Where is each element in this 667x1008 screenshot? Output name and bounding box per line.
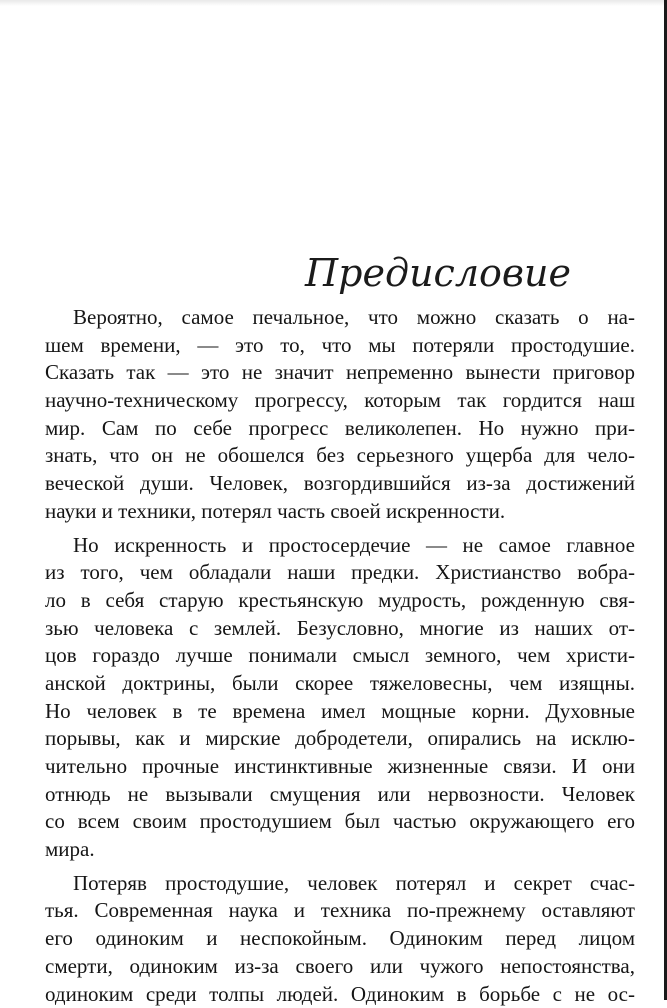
page-top-edge	[0, 0, 667, 6]
text-line: Но человек в те времена имел мощные корни. Духовные	[45, 698, 635, 726]
paragraph-3	[45, 870, 635, 1008]
text-line: из того, чем обладали наши предки. Христианство вобра-	[45, 559, 635, 587]
text-line: тья. Современная наука и техника по-прежнему оставляют	[45, 897, 635, 925]
text-line: Но искренность и простосердечие — не самое главное	[45, 532, 635, 560]
text-line: его одиноким и неспокойным. Одиноким перед лицом	[45, 925, 635, 953]
text-line: отнюдь не вызывали смущения или нервозности. Человек	[45, 781, 635, 809]
text-line: Вероятно, самое печальное, что можно сказать о на-	[45, 304, 635, 332]
text-line: одиноким среди толпы людей. Одиноким в борьбе с не ос-	[45, 981, 635, 1008]
text-line: мир. Сам по себе прогресс великолепен. Но нужно при-	[45, 415, 635, 443]
body-text	[45, 304, 635, 1008]
text-line: научно-техническому прогрессу, которым так гордится наш	[45, 387, 635, 415]
text-line: мира.	[45, 836, 635, 864]
text-line: науки и техники, потерял часть своей искренности.	[45, 498, 635, 526]
text-line: зью человека с землей. Безусловно, многие из наших от-	[45, 615, 635, 643]
text-line: цов гораздо лучше понимали смысл земного, чем христи-	[45, 642, 635, 670]
text-line: веческой души. Человек, возгордившийся из-за достижений	[45, 470, 635, 498]
text-line: ло в себя старую крестьянскую мудрость, рожденную свя-	[45, 587, 635, 615]
paragraph-2	[45, 532, 635, 864]
text-line: смерти, одиноким из-за своего или чужого непостоянства,	[45, 953, 635, 981]
text-line: шем времени, — это то, что мы потеряли простодушие.	[45, 332, 635, 360]
text-line: Потеряв простодушие, человек потерял и секрет счас-	[45, 870, 635, 898]
text-line: знать, что он не обошелся без серьезного ущерба для чело-	[45, 442, 635, 470]
text-line: чительно прочные инстинктивные жизненные связи. И они	[45, 753, 635, 781]
chapter-heading: Предисловие	[305, 250, 571, 296]
text-line: со всем своим простодушием был частью окружающего его	[45, 808, 635, 836]
paragraph-1	[45, 304, 635, 526]
text-line: анской доктрины, были скорее тяжеловесны, чем изящны.	[45, 670, 635, 698]
text-line: порывы, как и мирские добродетели, опирались на исклю-	[45, 725, 635, 753]
text-line: Сказать так — это не значит непременно вынести приговор	[45, 359, 635, 387]
